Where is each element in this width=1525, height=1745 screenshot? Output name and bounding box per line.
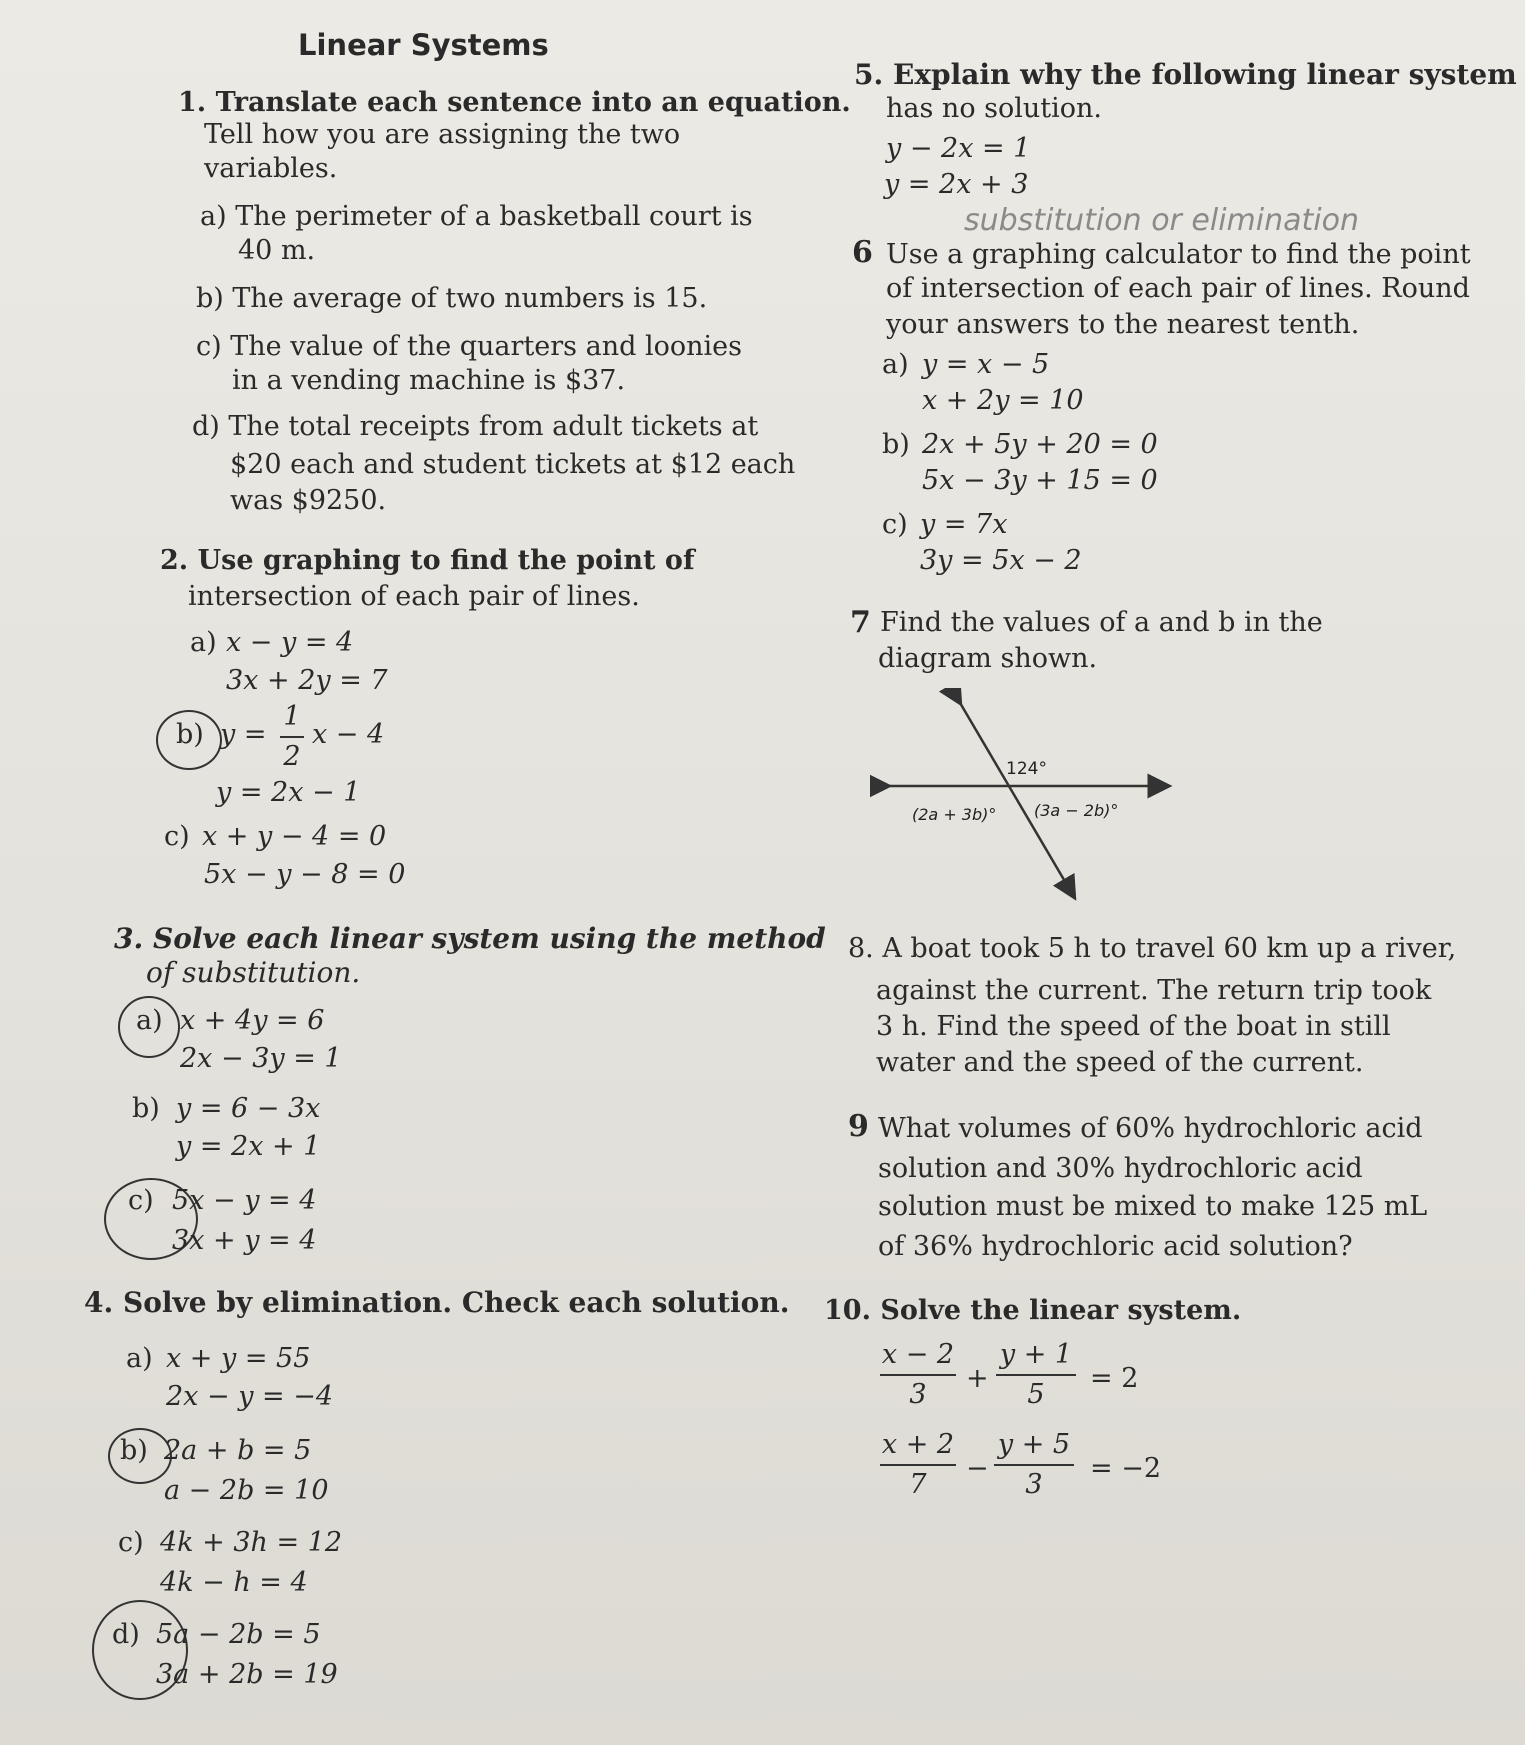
q1-part-a: a) The perimeter of a basketball court is bbox=[200, 201, 753, 232]
q4b-eq1: 2a + b = 5 bbox=[164, 1435, 312, 1466]
q10-eq2-operator: − bbox=[966, 1453, 989, 1484]
q2a-eq1: x − y = 4 bbox=[226, 627, 354, 658]
q1-part-b: b) The average of two numbers is 15. bbox=[196, 283, 708, 314]
q6b-eq2: 5x − 3y + 15 = 0 bbox=[922, 465, 1158, 496]
q5-eq1: y − 2x = 1 bbox=[886, 133, 1031, 164]
q10-eq1-rhs: = 2 bbox=[1090, 1363, 1139, 1394]
q3a-eq2: 2x − 3y = 1 bbox=[180, 1043, 342, 1074]
q3c-eq1: 5x − y = 4 bbox=[172, 1185, 317, 1216]
q7-prompt-line2: diagram shown. bbox=[878, 643, 1098, 674]
q3-prompt: 3. Solve each linear system using the method bbox=[114, 922, 826, 955]
q4-label-d: d) bbox=[112, 1619, 140, 1650]
q4b-eq2: a − 2b = 10 bbox=[164, 1475, 329, 1506]
q1-prompt-line3: variables. bbox=[204, 153, 338, 184]
q3b-eq1: y = 6 − 3x bbox=[176, 1093, 321, 1124]
transversal-line bbox=[956, 696, 1070, 890]
q9-prompt: What volumes of 60% hydrochloric acid bbox=[878, 1113, 1423, 1144]
q4d-eq1: 5a − 2b = 5 bbox=[156, 1619, 321, 1650]
q4-label-c: c) bbox=[118, 1527, 144, 1558]
q6-number: 6 bbox=[852, 235, 873, 270]
q4a-eq1: x + y = 55 bbox=[166, 1343, 311, 1374]
q5-prompt: 5. Explain why the following linear system bbox=[854, 58, 1517, 91]
fraction-numerator: x − 2 bbox=[881, 1339, 955, 1370]
q4-prompt: 4. Solve by elimination. Check each solution. bbox=[84, 1286, 790, 1319]
q9-prompt-line2: solution and 30% hydrochloric acid bbox=[878, 1153, 1363, 1184]
angle-label-right: (3a − 2b)° bbox=[1034, 801, 1119, 820]
q3a-eq1: x + 4y = 6 bbox=[180, 1005, 325, 1036]
q9-number: 9 bbox=[848, 1109, 869, 1144]
q3-label-c: c) bbox=[128, 1185, 154, 1216]
q2b-eq1-rhs: x − 4 bbox=[312, 719, 385, 750]
q6-label-b: b) bbox=[882, 429, 910, 460]
q1-prompt-line2: Tell how you are assigning the two bbox=[204, 119, 681, 150]
fraction-denominator: 5 bbox=[1027, 1379, 1045, 1410]
q8-prompt-line2: against the current. The return trip took bbox=[876, 975, 1432, 1006]
q3-prompt-line2: of substitution. bbox=[146, 956, 361, 989]
q3-label-b: b) bbox=[132, 1093, 160, 1124]
fraction-denominator: 3 bbox=[909, 1379, 927, 1410]
q1-part-c: c) The value of the quarters and loonies bbox=[196, 331, 742, 362]
fraction-numerator: y + 1 bbox=[999, 1339, 1073, 1370]
q5-prompt-line2: has no solution. bbox=[886, 93, 1102, 124]
q9-prompt-line4: of 36% hydrochloric acid solution? bbox=[878, 1231, 1353, 1262]
q5-eq2: y = 2x + 3 bbox=[884, 169, 1029, 200]
q4-label-a: a) bbox=[126, 1343, 153, 1374]
q1-prompt: 1. Translate each sentence into an equation. bbox=[178, 87, 851, 118]
q4a-eq2: 2x − y = −4 bbox=[166, 1381, 334, 1412]
fraction-numerator: x + 2 bbox=[881, 1429, 955, 1460]
q3-label-a: a) bbox=[136, 1005, 163, 1036]
q10-eq2-fraction1 bbox=[880, 1428, 956, 1502]
q2c-eq1: x + y − 4 = 0 bbox=[202, 821, 387, 852]
q4-label-b: b) bbox=[120, 1435, 148, 1466]
q1-part-d-line2: $20 each and student tickets at $12 each bbox=[230, 449, 796, 480]
q10-prompt: 10. Solve the linear system. bbox=[824, 1295, 1242, 1326]
q7-prompt: Find the values of a and b in the bbox=[880, 607, 1323, 638]
handwritten-note: substitution or elimination bbox=[964, 203, 1359, 238]
angle-label-top: 124° bbox=[1006, 759, 1047, 779]
q2-label-b: b) bbox=[176, 719, 204, 750]
q3c-eq2: 3x + y = 4 bbox=[172, 1225, 317, 1256]
q2-label-c: c) bbox=[164, 821, 190, 852]
q6a-eq1: y = x − 5 bbox=[922, 349, 1050, 380]
q8-prompt-line4: water and the speed of the current. bbox=[876, 1047, 1364, 1078]
q6-label-c: c) bbox=[882, 509, 908, 540]
q6-label-a: a) bbox=[882, 349, 909, 380]
q9-prompt-line3: solution must be mixed to make 125 mL bbox=[878, 1191, 1428, 1222]
q10-eq1-operator: + bbox=[966, 1363, 989, 1394]
q2-prompt-line2: intersection of each pair of lines. bbox=[188, 581, 640, 612]
fraction-bar bbox=[280, 736, 304, 738]
q8-prompt-line3: 3 h. Find the speed of the boat in still bbox=[876, 1011, 1391, 1042]
fraction-bar bbox=[996, 1374, 1076, 1376]
q2-prompt: 2. Use graphing to find the point of bbox=[160, 545, 695, 576]
q1-part-d-line3: was $9250. bbox=[230, 485, 387, 516]
fraction-denominator: 3 bbox=[1025, 1469, 1043, 1500]
q4c-eq2: 4k − h = 4 bbox=[160, 1567, 308, 1598]
q6b-eq1: 2x + 5y + 20 = 0 bbox=[922, 429, 1158, 460]
q6a-eq2: x + 2y = 10 bbox=[922, 385, 1084, 416]
fraction-denominator: 7 bbox=[909, 1469, 927, 1500]
q2-label-a: a) bbox=[190, 627, 217, 658]
q6c-eq2: 3y = 5x − 2 bbox=[920, 545, 1082, 576]
q2a-eq2: 3x + 2y = 7 bbox=[226, 665, 388, 696]
q10-eq1-fraction1 bbox=[880, 1338, 956, 1412]
fraction-bar bbox=[994, 1464, 1074, 1466]
q4c-eq1: 4k + 3h = 12 bbox=[160, 1527, 343, 1558]
q1-part-d: d) The total receipts from adult tickets at bbox=[192, 411, 759, 442]
fraction-bar bbox=[880, 1374, 956, 1376]
q2c-eq2: 5x − y − 8 = 0 bbox=[204, 859, 406, 890]
page-title: Linear Systems bbox=[298, 28, 549, 62]
q10-eq2-fraction2 bbox=[994, 1428, 1074, 1502]
q10-eq2-rhs: = −2 bbox=[1090, 1453, 1162, 1484]
angle-label-left: (2a + 3b)° bbox=[912, 805, 997, 824]
q2b-fraction bbox=[280, 700, 304, 774]
q6-prompt-line3: your answers to the nearest tenth. bbox=[886, 309, 1360, 340]
q1-part-a-line2: 40 m. bbox=[238, 235, 316, 266]
q2b-fraction-num: 1 bbox=[283, 701, 301, 732]
q6-prompt: Use a graphing calculator to find the point bbox=[886, 239, 1471, 270]
q2b-eq1-lhs: y = bbox=[220, 719, 267, 750]
fraction-bar bbox=[880, 1464, 956, 1466]
q6c-eq1: y = 7x bbox=[920, 509, 1008, 540]
q2b-eq2: y = 2x − 1 bbox=[216, 777, 361, 808]
fraction-numerator: y + 5 bbox=[997, 1429, 1071, 1460]
q4d-eq2: 3a + 2b = 19 bbox=[156, 1659, 338, 1690]
q1-part-c-line2: in a vending machine is $37. bbox=[232, 365, 626, 396]
q6-prompt-line2: of intersection of each pair of lines. Round bbox=[886, 273, 1470, 304]
q7-number: 7 bbox=[850, 605, 871, 640]
q10-eq1-fraction2 bbox=[996, 1338, 1076, 1412]
q2b-fraction-den: 2 bbox=[283, 741, 301, 772]
q8-prompt: 8. A boat took 5 h to travel 60 km up a river, bbox=[848, 933, 1457, 964]
angle-diagram bbox=[870, 688, 1190, 908]
q3b-eq2: y = 2x + 1 bbox=[176, 1131, 321, 1162]
